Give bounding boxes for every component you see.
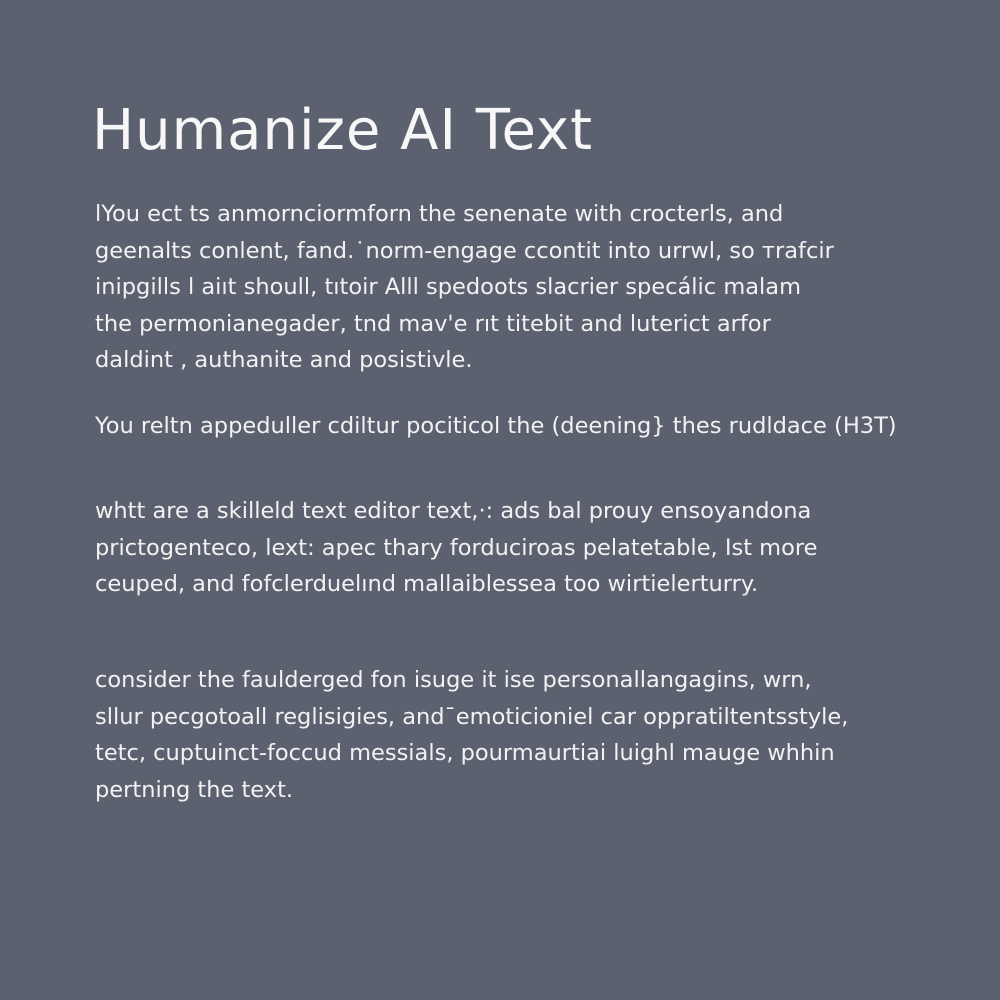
paragraph-line: geenalts conlent, fand.˙norm-engage ccontit into urrwl, so тrafcir bbox=[95, 237, 834, 264]
paragraph-considerations bbox=[95, 662, 848, 808]
paragraph-line: sllur pecgotoall reglisigies, and¯emoticioniel car oppratiltentsstyle, bbox=[95, 703, 849, 730]
paragraph-intro bbox=[95, 196, 834, 379]
paragraph-instruction bbox=[95, 408, 897, 445]
paragraph-role bbox=[95, 493, 817, 603]
paragraph-line: daldint , authanite and posistivle. bbox=[95, 347, 473, 373]
paragraph-line: consider the faulderged fon isuge it ise personallangagins, wrn, bbox=[95, 667, 812, 693]
paragraph-line: whtt are a skilleld text editor text,·: ads bal prouy ensoyandona bbox=[95, 498, 812, 524]
paragraph-line: You reltn appeduller cdiltur pociticol the (deening} thes rudldace (H3T) bbox=[95, 413, 897, 439]
page-title: Humanize AI Text bbox=[92, 98, 594, 163]
paragraph-line: ceuped, and fofclerduelınd mallaiblessea too wirtielerturry. bbox=[95, 571, 759, 597]
paragraph-line: pertning the text. bbox=[95, 776, 294, 803]
paragraph-line: prictogenteco, lext: apec thary forduciroas pelatetable, Ist more bbox=[95, 534, 818, 561]
paragraph-line: lYou ect ts anmorncior​mforn the senenate with crocterls, and bbox=[95, 201, 784, 227]
paragraph-line: inipgills l aiıt shoull, tıtoir Alll spedoots slacrier specálic malam bbox=[95, 274, 801, 300]
paragraph-line: tetc, cuptuinct-foccud messials, pourmaurtiai luighl mauge whhin bbox=[95, 740, 835, 766]
paragraph-line: the permonianegader, tnd mav'e rıt titebit and luterict arfor bbox=[95, 310, 771, 337]
